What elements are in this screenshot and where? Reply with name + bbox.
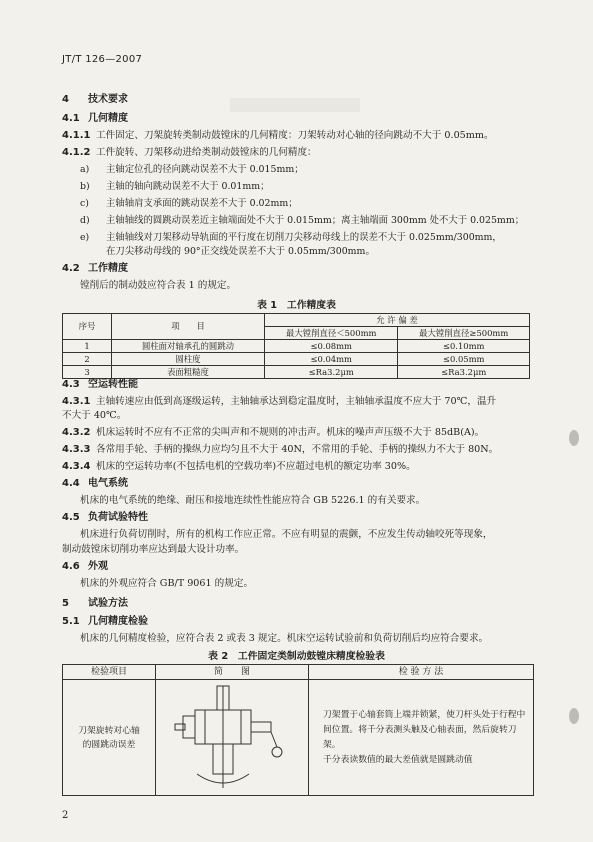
section-4-1-heading: 4.1 几何精度 [62, 113, 128, 124]
table-1-caption: 表 1 工作精度表 [257, 300, 336, 311]
list-item-e-continuation: 在刀尖移动母线的 90°正交线处误差不大于 0.05mm/300mm。 [106, 246, 375, 257]
col-header-method: 检 验 方 法 [309, 665, 534, 680]
boring-machine-diagram [157, 680, 307, 792]
bleed-through-texture [230, 98, 360, 112]
section-4-6-text: 机床的外观应符合 GB/T 9061 的规定。 [80, 578, 254, 589]
clause-4-3-3: 4.3.3 各常用手轮、手柄的操纵力应均匀且不大于 40N，不常用的手轮、手柄的操纵力不大于 80N。 [62, 444, 499, 455]
section-4-5-continuation: 制动鼓镗床切削功率应达到最大设计功率。 [62, 544, 245, 555]
table-2-caption: 表 2 工件固定类制动鼓镗床精度检验表 [208, 651, 385, 662]
section-4-3-heading: 4.3 空运转性能 [62, 379, 138, 390]
section-5-heading: 5 试验方法 [62, 598, 128, 609]
page-number: 2 [62, 810, 69, 821]
section-4-5-text: 机床进行负荷切削时，所有的机构工作应正常。不应有明显的震颤，不应发生传动轴咬死等现象， [80, 529, 493, 540]
list-item-e: e) 主轴轴线对刀架移动导轨面的平行度在切削刀尖移动母线上的误差不大于 0.025mm/300mm， [80, 232, 502, 243]
section-4-4-text: 机床的电气系统的绝缘、耐压和接地连续性性能应符合 GB 5226.1 的有关要求。 [80, 495, 426, 506]
col-header-diameter-ge-500: 最大镗削直径≥500mm [398, 327, 530, 340]
clause-4-3-1: 4.3.1 主轴转速应由低到高逐级运转，主轴轴承达到稳定温度时，主轴轴承温度不应大于 70℃，温升 [62, 396, 497, 407]
col-header-no: 序号 [63, 314, 112, 340]
binder-hole-mark [569, 708, 579, 724]
clause-4-3-1-continuation: 不大于 40℃。 [62, 410, 127, 421]
table-row: 3 表面粗糙度 ≤Ra3.2μm ≤Ra3.2μm [63, 366, 530, 379]
list-item-d: d) 主轴轴线的圆跳动误差近主轴端面处不大于 0.015mm；离主轴端面 300mm 处不大于 0.025mm； [80, 215, 525, 226]
table-row: 1 圆柱面对轴承孔的圆跳动 ≤0.08mm ≤0.10mm [63, 340, 530, 353]
col-header-item: 项 目 [112, 314, 265, 340]
table-row [63, 680, 534, 796]
list-item-c: c) 主轴轴肩支承面的跳动误差不大于 0.02mm； [80, 198, 298, 209]
work-accuracy-table [62, 313, 530, 379]
section-5-1-heading: 5.1 几何精度检验 [62, 616, 148, 627]
method-cell: 刀架置于心轴套筒上端并锁紧，使刀杆头处于行程中 间位置。将千分表测头触及心轴表面，然后旋转刀架。 千分表读数值的最大差值就是圆跳动值 [309, 680, 534, 796]
clause-4-3-4: 4.3.4 机床的空运转功率(不包括电机的空载功率)不应超过电机的额定功率 30%。 [62, 461, 416, 472]
inspection-table [62, 664, 534, 796]
col-header-tolerance: 允 许 偏 差 [265, 314, 530, 327]
binder-hole-mark [569, 430, 579, 446]
list-item-a: a) 主轴定位孔的径向跳动误差不大于 0.015mm； [80, 164, 304, 175]
standard-code: JT/T 126—2007 [62, 54, 143, 65]
clause-4-1-1: 4.1.1 工件固定、刀架旋转类制动鼓镗床的几何精度：刀架转动对心轴的径向跳动不大于 0.05mm。 [62, 130, 494, 141]
section-4-4-heading: 4.4 电气系统 [62, 478, 128, 489]
table-row: 2 圆柱度 ≤0.04mm ≤0.05mm [63, 353, 530, 366]
clause-4-1-2: 4.1.2 工件旋转、刀架移动进给类制动鼓镗床的几何精度： [62, 147, 317, 158]
col-header-diagram: 简 图 [156, 665, 309, 680]
clause-4-3-2: 4.3.2 机床运转时不应有不正常的尖叫声和不规则的冲击声。机床的噪声声压级不大于 85dB(A)。 [62, 427, 485, 438]
section-5-1-text: 机床的几何精度检验，应符合表 2 或表 3 规定。机床空运转试验前和负荷切削后均应符合要求。 [80, 633, 489, 644]
section-4-2-text: 镗削后的制动鼓应符合表 1 的规定。 [80, 280, 237, 291]
col-header-inspection-item: 检验项目 [63, 665, 156, 680]
section-4-2-heading: 4.2 工作精度 [62, 263, 128, 274]
section-4-5-heading: 4.5 负荷试验特性 [62, 512, 148, 523]
diagram-cell [156, 680, 309, 796]
col-header-diameter-lt-500: 最大镗削直径＜500mm [265, 327, 398, 340]
section-4-heading: 4 技术要求 [62, 94, 128, 105]
list-item-b: b) 主轴的轴向跳动误差不大于 0.01mm； [80, 181, 270, 192]
inspection-item-cell: 刀架旋转对心轴 的圆跳动误差 [63, 680, 156, 796]
section-4-6-heading: 4.6 外观 [62, 561, 108, 572]
